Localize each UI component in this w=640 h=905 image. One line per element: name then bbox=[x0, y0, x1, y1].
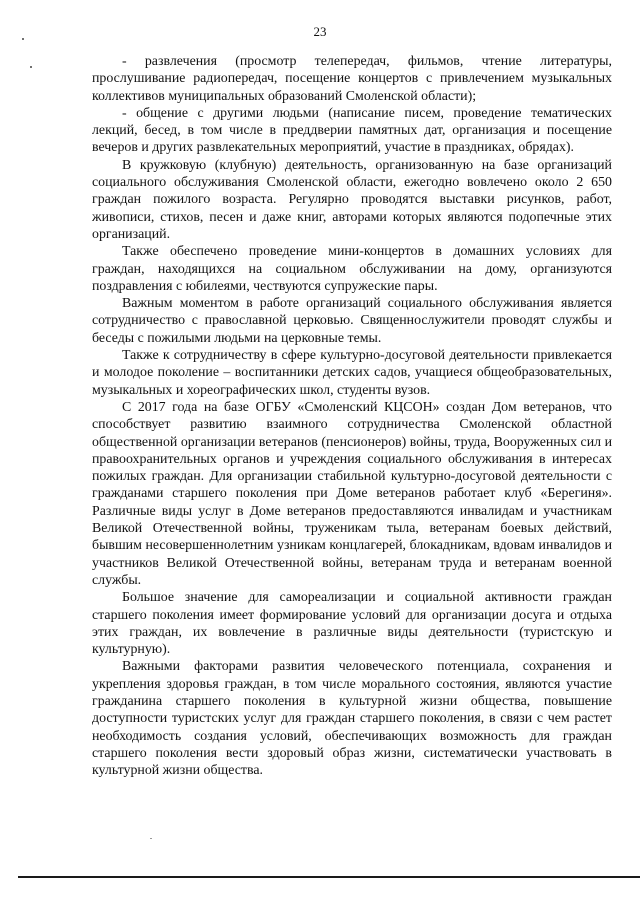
bottom-scan-edge bbox=[18, 876, 640, 878]
paragraph-club-activities: В кружковую (клубную) деятельность, организованную на базе организаций социального обслуживания Смоленской области, ежегодно вовлечено около 2 650 граждан пожилого возраста. Регулярно проводятся выставки рисунков, работ, живописи, стихов, песен и даже книг, авторами которых являются подопечные этих организаций. bbox=[92, 157, 612, 242]
paragraph-communication: - общение с другими людьми (написание писем, проведение тематических лекций, бесед, в том числе в преддверии памятных дат, организация и посещение вечеров и других развлекательных мероприятий, участие в праздниках, обрядах). bbox=[92, 105, 612, 156]
paragraph-development-factors: Важными факторами развития человеческого потенциала, сохранения и укрепления здоровья граждан, в том числе морального состояния, являются участие гражданина старшего поколения в культурной жизни общества, повышение доступности туристских услуг для граждан старшего поколения, в связи с чем растет необходимость создания условий, обеспечивающих возможность для граждан старшего поколения вести здоровый образ жизни, систематически участвовать в культурной жизни общества. bbox=[92, 659, 612, 779]
paragraph-self-realization: Большое значение для самореализации и социальной активности граждан старшего поколения имеет формирование условий для организации досуга и отдыха этих граждан, их вовлечение в различные виды деятельности (туристскую и культурную). bbox=[92, 590, 612, 658]
paragraph-church-cooperation: Важным моментом в работе организаций социального обслуживания является сотрудничество с православной церковью. Священнослужители проводят службы и беседы с пожилыми людьми на церковные темы. bbox=[92, 296, 612, 346]
paragraph-veterans-house: С 2017 года на базе ОГБУ «Смоленский КЦСОН» создан Дом ветеранов, что способствует развитию взаимного сотрудничества Смоленской областной общественной организации ветеранов (пенсионеров) войны, труда, Вооруженных сил и правоохранительных органов и учреждения социального обслуживания в интересах пожилых граждан. Для организации стабильной культурно-досуговой деятельности с гражданами старшего поколения при Доме ветеранов работает клуб «Берегиня». Различные виды услуг в Доме ветеранов предоставляются инвалидам и участникам Великой Отечественной войны, труженикам тыла, ветеранам боевых действий, бывшим несовершеннолетним узникам концлагерей, блокадникам, вдовам инвалидов и участников Великой Отечественной войны, ветеранам труда и ветеранам военной службы. bbox=[92, 399, 612, 588]
paragraph-entertainment: - развлечения (просмотр телепередач, фильмов, чтение литературы, прослушивание радиопередач, посещение концертов с привлечением музыкальных коллективов муниципальных образований Смоленской области); bbox=[92, 54, 612, 104]
scan-speck-top bbox=[22, 38, 24, 40]
scan-speck-mid bbox=[30, 66, 32, 68]
scan-speck-bottom bbox=[150, 838, 152, 839]
page-number: 23 bbox=[313, 24, 327, 39]
paragraph-youth-cooperation: Также к сотрудничеству в сфере культурно-досуговой деятельности привлекается и молодое поколение – воспитанники детских садов, учащиеся общеобразовательных, музыкальных и хореографических школ, студенты вузов. bbox=[92, 348, 612, 398]
paragraph-home-concerts: Также обеспечено проведение мини-концертов в домашних условиях для граждан, находящихся на социальном обслуживании на дому, организуются поздравления с юбилеями, чествуются супружеские пары. bbox=[92, 244, 612, 294]
document-body bbox=[92, 53, 612, 779]
